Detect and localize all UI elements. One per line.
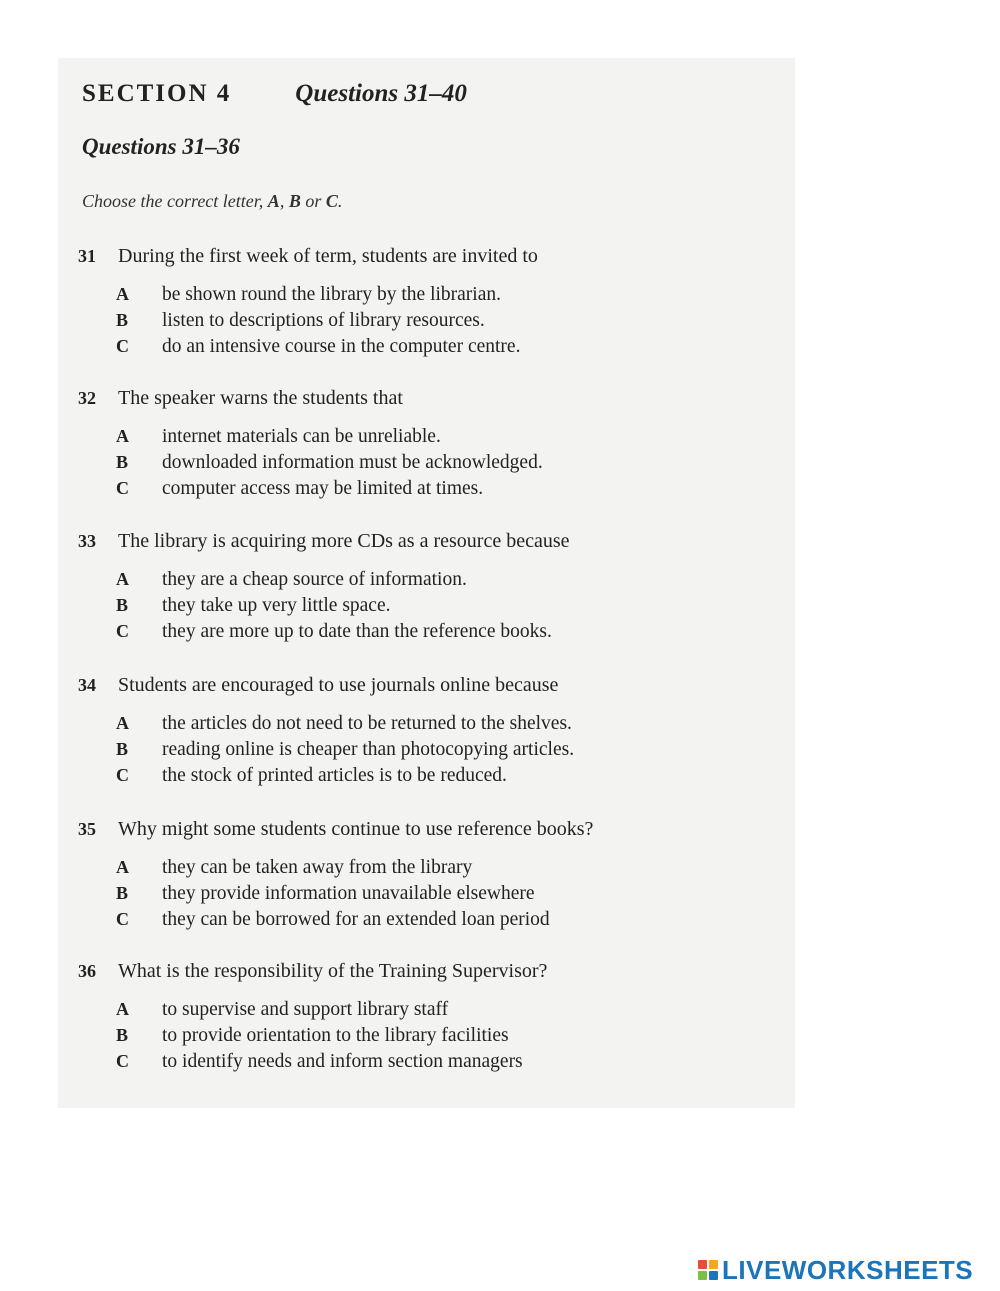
option-text: the stock of printed articles is to be reduced. (162, 765, 507, 786)
option-letter: C (116, 765, 129, 785)
option-letter: C (116, 1051, 129, 1071)
option-letter: C (116, 336, 129, 356)
option-text: computer access may be limited at times. (162, 478, 484, 499)
question-number: 34 (78, 675, 96, 695)
option-letter: B (116, 739, 129, 759)
questions-range: Questions 31–40 (295, 80, 467, 107)
question-stem: What is the responsibility of the Training Supervisor? (118, 960, 548, 982)
option-text: downloaded information must be acknowledged. (162, 452, 543, 473)
option-c[interactable] (78, 618, 778, 644)
question-number: 32 (78, 388, 96, 408)
option-c[interactable] (78, 475, 778, 501)
liveworksheets-brand (698, 1255, 973, 1285)
question-number: 36 (78, 961, 96, 981)
question-stem: During the first week of term, students are invited to (118, 245, 538, 267)
subheading: Questions 31–36 (82, 134, 240, 159)
option-letter: A (116, 284, 129, 304)
option-letter: B (116, 452, 129, 472)
option-letter: A (116, 857, 129, 877)
option-c[interactable] (78, 762, 778, 788)
option-letter: C (116, 909, 129, 929)
question-35 (78, 814, 778, 932)
option-a[interactable] (78, 423, 778, 449)
option-letter: B (116, 883, 129, 903)
question-32 (78, 383, 778, 501)
option-c[interactable] (78, 333, 778, 359)
option-text: to provide orientation to the library facilities (162, 1025, 509, 1046)
question-36 (78, 956, 778, 1074)
option-text: do an intensive course in the computer centre. (162, 336, 521, 357)
option-b[interactable] (78, 1022, 778, 1048)
option-letter: B (116, 1025, 129, 1045)
question-number: 31 (78, 246, 96, 266)
option-a[interactable] (78, 566, 778, 592)
option-b[interactable] (78, 449, 778, 475)
liveworksheets-logo-icon (698, 1260, 718, 1280)
option-letter: A (116, 426, 129, 446)
option-text: they are more up to date than the reference books. (162, 621, 552, 642)
option-a[interactable] (78, 854, 778, 880)
option-text: to supervise and support library staff (162, 999, 449, 1020)
option-a[interactable] (78, 281, 778, 307)
question-33 (78, 526, 778, 644)
option-c[interactable] (78, 1048, 778, 1074)
option-text: the articles do not need to be returned to the shelves. (162, 713, 572, 734)
option-letter: A (116, 713, 129, 733)
section-header (82, 80, 467, 108)
option-text: they provide information unavailable elsewhere (162, 883, 535, 904)
question-stem: The library is acquiring more CDs as a resource because (118, 530, 570, 552)
question-stem: Students are encouraged to use journals online because (118, 674, 559, 696)
question-stem: Why might some students continue to use reference books? (118, 818, 594, 840)
option-text: to identify needs and inform section managers (162, 1051, 523, 1072)
option-b[interactable] (78, 307, 778, 333)
question-number: 33 (78, 531, 96, 551)
option-text: reading online is cheaper than photocopying articles. (162, 739, 575, 760)
option-text: be shown round the library by the librarian. (162, 284, 501, 305)
section-title: SECTION 4 (82, 80, 232, 107)
question-stem: The speaker warns the students that (118, 387, 403, 409)
option-b[interactable] (78, 592, 778, 618)
question-31 (78, 241, 778, 359)
option-text: internet materials can be unreliable. (162, 426, 441, 447)
question-number: 35 (78, 819, 96, 839)
option-a[interactable] (78, 710, 778, 736)
option-a[interactable] (78, 996, 778, 1022)
option-letter: B (116, 310, 129, 330)
option-letter: A (116, 999, 129, 1019)
question-34 (78, 670, 778, 788)
option-b[interactable] (78, 736, 778, 762)
option-letter: B (116, 595, 129, 615)
option-text: listen to descriptions of library resources. (162, 310, 485, 331)
option-letter: C (116, 478, 129, 498)
option-text: they can be taken away from the library (162, 857, 473, 878)
option-text: they can be borrowed for an extended loan period (162, 909, 550, 930)
option-letter: A (116, 569, 129, 589)
instruction: Choose the correct letter, A, B or C. (82, 191, 343, 211)
option-c[interactable] (78, 906, 778, 932)
option-text: they take up very little space. (162, 595, 391, 616)
option-b[interactable] (78, 880, 778, 906)
option-letter: C (116, 621, 129, 641)
worksheet-page (58, 58, 795, 1108)
brand-name: LIVEWORKSHEETS (722, 1254, 974, 1285)
option-text: they are a cheap source of information. (162, 569, 467, 590)
